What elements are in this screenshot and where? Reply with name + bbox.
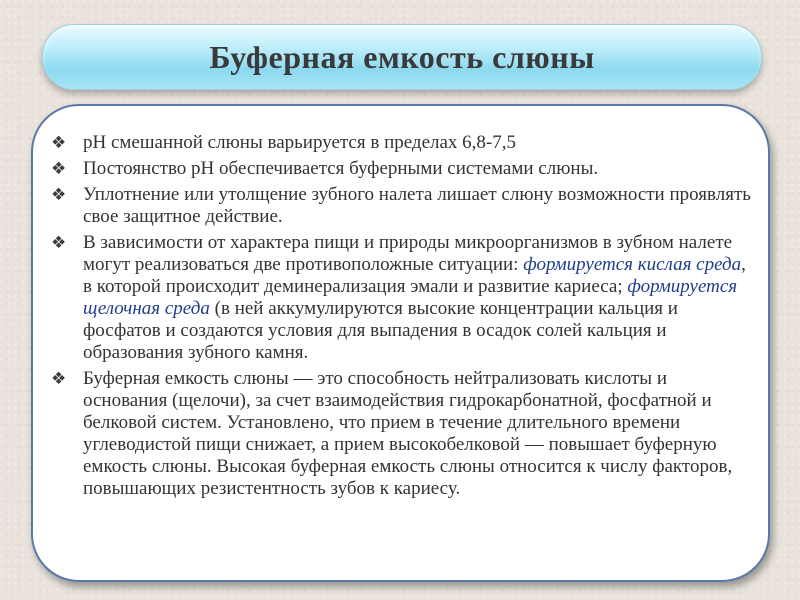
bullet-item [47,184,755,228]
bullet-item [47,232,755,364]
emphasis-acidic-environment: формируется кислая среда [523,254,742,275]
emphasis-alkaline-environment: формируется щелочная среда [83,276,738,319]
bullet-item [47,132,755,154]
title-banner [42,24,762,90]
bullet-text-part: В зависимости от характера пищи и природы микроорганизмов в зубном налете могут реализоваться две противоположные ситуации: [83,232,733,275]
bullet-list [47,132,755,504]
bullet-text: Постоянство pH обеспечивается буферными системами слюны. [83,158,599,179]
content-card [31,104,770,582]
diamond-quad-bullet-icon: ❖ [51,185,67,205]
slide-title: Буферная емкость слюны [209,38,595,75]
bullet-text: Уплотнение или утолщение зубного налета лишает слюну возможности проявлять свое защитное действие. [83,184,751,227]
diamond-quad-bullet-icon: ❖ [51,133,67,153]
bullet-text: Буферная емкость слюны — это способность нейтрализовать кислоты и основания (щелочи), за счет взаимодействия гидрокарбонатной, фосфатной и белковой систем. Установлено, что прием в течение длительного времени углеводистой пищи снижает, а прием высокобелковой — повышает буферную емкость слюны. Высокая буферная емкость слюны относится к числу факторов, повышающих резистентность зубов к кариесу. [83,368,733,499]
diamond-quad-bullet-icon: ❖ [51,369,67,389]
bullet-item [47,158,755,180]
diamond-quad-bullet-icon: ❖ [51,233,67,253]
bullet-text-part: (в ней аккумулируются высокие концентрации кальция и фосфатов и создаются условия для выпадения в осадок солей кальция и образования зубного камня. [83,298,678,363]
bullet-text-part: , в которой происходит деминерализация эмали и развитие кариеса; [83,254,746,297]
diamond-quad-bullet-icon: ❖ [51,159,67,179]
bullet-item [47,368,755,500]
bullet-text: pH смешанной слюны варьируется в пределах 6,8-7,5 [83,132,517,153]
